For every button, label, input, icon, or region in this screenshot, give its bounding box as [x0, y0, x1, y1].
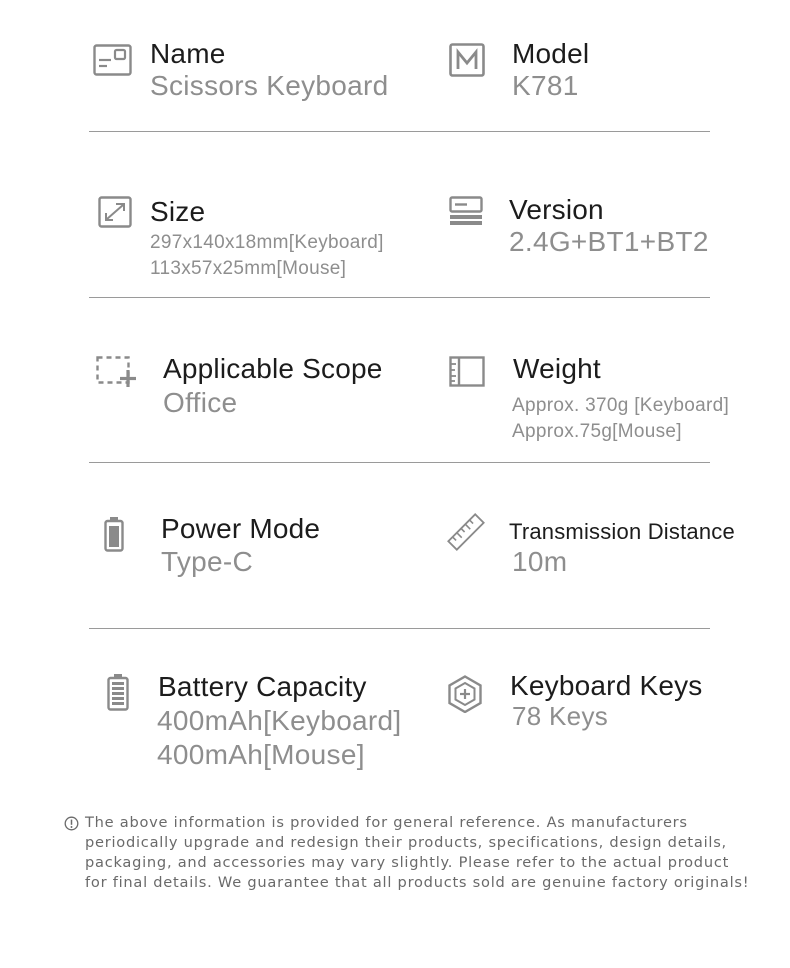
divider — [89, 297, 710, 298]
version-label: Version — [509, 194, 604, 225]
expand-icon — [98, 196, 132, 228]
battery-value-mouse: 400mAh[Mouse] — [157, 739, 365, 770]
id-card-icon — [93, 44, 133, 76]
dashed-add-icon — [96, 356, 138, 388]
battery-full-icon — [107, 673, 129, 711]
disclaimer-line: packaging, and accessories may vary slightly. Please refer to the actual product — [85, 854, 730, 871]
model-value: K781 — [512, 70, 579, 101]
battery-label: Battery Capacity — [158, 671, 367, 702]
size-label: Size — [150, 196, 206, 227]
model-label: Model — [512, 38, 590, 69]
divider — [89, 628, 710, 629]
battery-icon — [104, 516, 124, 552]
divider — [89, 131, 710, 132]
name-label: Name — [150, 38, 226, 69]
keys-value: 78 Keys — [512, 701, 609, 731]
power-value: Type-C — [161, 546, 254, 577]
disclaimer — [85, 813, 765, 893]
power-label: Power Mode — [161, 513, 321, 544]
disclaimer-line: The above information is provided for general reference. As manufacturers — [85, 814, 688, 831]
disclaimer-line: for final details. We guarantee that all products sold are genuine factory originals! — [85, 874, 750, 891]
hexagon-plus-icon — [447, 675, 483, 713]
weight-value-keyboard: Approx. 370g [Keyboard] — [512, 395, 730, 416]
divider — [89, 462, 710, 463]
name-value: Scissors Keyboard — [150, 70, 389, 101]
scope-value: Office — [163, 387, 238, 418]
distance-value: 10m — [512, 546, 568, 577]
weight-label: Weight — [513, 353, 601, 384]
stacked-device-icon — [449, 196, 483, 226]
ruler-icon — [447, 513, 485, 551]
size-value-mouse: 113x57x25mm[Mouse] — [150, 258, 347, 279]
ruler-panel-icon — [449, 356, 485, 387]
weight-value-mouse: Approx.75g[Mouse] — [512, 421, 682, 442]
info-circle-icon — [64, 816, 79, 831]
keys-label: Keyboard Keys — [510, 670, 703, 701]
version-value: 2.4G+BT1+BT2 — [509, 226, 709, 257]
battery-value-keyboard: 400mAh[Keyboard] — [157, 705, 402, 736]
scope-label: Applicable Scope — [163, 353, 383, 384]
size-value-keyboard: 297x140x18mm[Keyboard] — [150, 232, 384, 253]
distance-label: Transmission Distance — [509, 519, 735, 544]
disclaimer-line: periodically upgrade and redesign their products, specifications, design details, — [85, 834, 727, 851]
letter-m-icon — [449, 43, 485, 77]
